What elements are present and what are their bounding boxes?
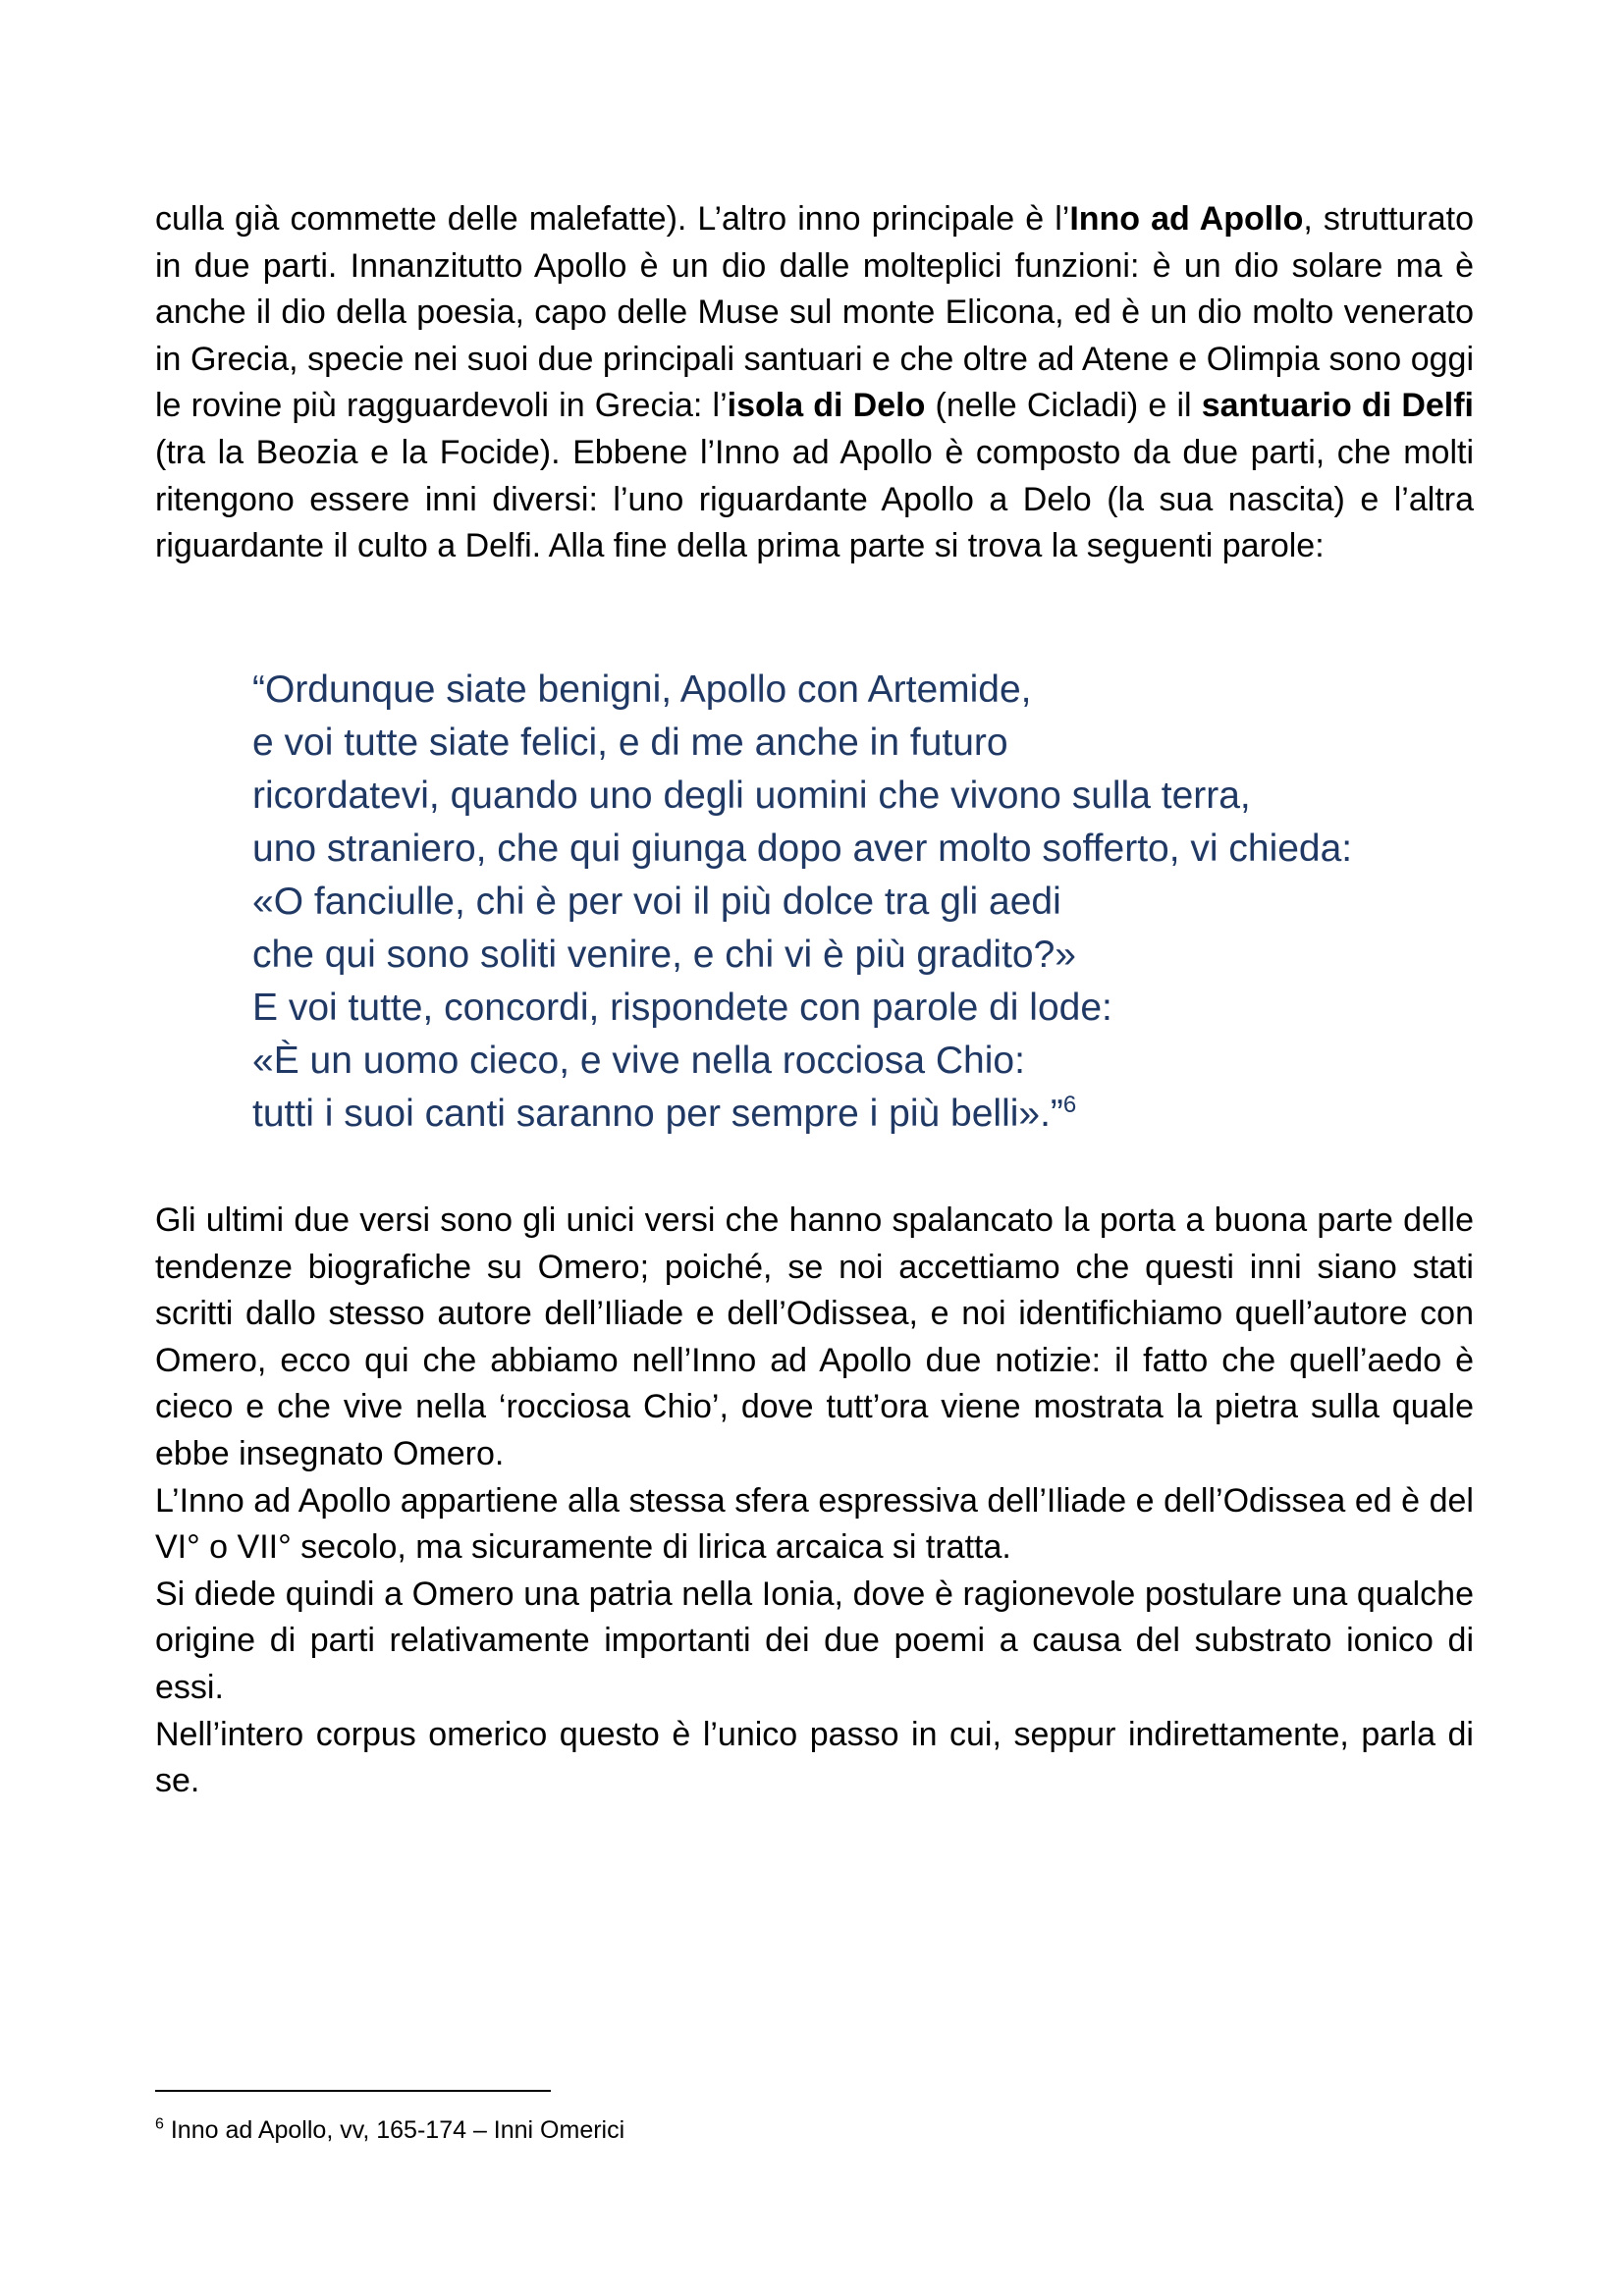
intro-text-part: (tra la Beozia e la Focide). Ebbene l’Inno ad Apollo è composto da due parti, che molti ritengono essere inni diversi: l’uno riguardante Apollo a Delo (la sua nascita) e l’altra riguardante il culto a Delfi. Alla fine della prima parte si trova la seguenti parole: xyxy=(155,433,1474,565)
intro-text xyxy=(155,196,1474,570)
poem-last-verse xyxy=(252,1088,1529,1141)
commentary-paragraph: L’Inno ad Apollo appartiene alla stessa sfera espressiva dell’Iliade e dell’Odissea ed è del VI° o VII° secolo, ma sicuramente di lirica arcaica si tratta. xyxy=(155,1481,1474,1567)
poem-verse: e voi tutte siate felici, e di me anche in futuro xyxy=(252,721,1008,764)
commentary-paragraph: Nell’intero corpus omerico questo è l’unico passo in cui, seppur indirettamente, parla di se. xyxy=(155,1715,1474,1800)
commentary-paragraph: Si diede quindi a Omero una patria nella Ionia, dove è ragionevole postulare una qualche origine di parti relativamente importanti dei due poemi a causa del substrato ionico di essi. xyxy=(155,1575,1474,1706)
poem-verse: «È un uomo cieco, e vive nella rocciosa Chio: xyxy=(252,1040,1025,1082)
footnote-text: Inno ad Apollo, vv, 165-174 – Inni Omerici xyxy=(163,2116,625,2144)
poem-quote xyxy=(252,664,1529,1141)
poem-verse: «O fanciulle, chi è per voi il più dolce tra gli aedi xyxy=(252,881,1061,923)
poem-verse: tutti i suoi canti saranno per sempre i più belli».” xyxy=(252,1093,1063,1135)
commentary-paragraph: Gli ultimi due versi sono gli unici versi che hanno spalancato la porta a buona parte delle tendenze biografiche su Omero; poiché, se noi accettiamo che questi inni siano stati scritti dallo stesso autore dell’Iliade e dell’Odissea, e noi identifichiamo quell’autore con Omero, ecco qui che abbiamo nell’Inno ad Apollo due notizie: il fatto che quell’aedo è cieco e che vive nella ‘rocciosa Chio’, dove tutt’ora viene mostrata la pietra sulla quale ebbe insegnato Omero. xyxy=(155,1201,1474,1472)
footnote xyxy=(155,2114,624,2146)
footnote-number: 6 xyxy=(155,2115,164,2133)
footnote-separator xyxy=(155,2090,551,2092)
poem-verse: E voi tutte, concordi, rispondete con parole di lode: xyxy=(252,987,1112,1029)
intro-text-part: , strutturato in due parti. Innanzitutto Apollo è un dio dalle molteplici funzioni: è un dio solare ma è anche il dio della poesia, capo delle Muse sul monte Elicona, ed è un dio molto venerato in Grecia, specie nei suoi due principali santuari e che oltre ad Atene e Olimpia sono oggi le rovine più ragguardevoli in Grecia: l’ xyxy=(155,200,1475,425)
intro-text-part: (nelle Cicladi) e il xyxy=(925,387,1202,425)
poem-verse: ricordatevi, quando uno degli uomini che vivono sulla terra, xyxy=(252,774,1251,817)
footnote-reference[interactable]: 6 xyxy=(1062,1092,1077,1118)
poem-verse: “Ordunque siate benigni, Apollo con Artemide, xyxy=(252,668,1032,711)
poem-verse: che qui sono soliti venire, e chi vi è più gradito?» xyxy=(252,934,1076,976)
commentary-section xyxy=(155,1198,1474,1805)
intro-paragraph xyxy=(155,196,1474,570)
poem-verse: uno straniero, che qui giunga dopo aver molto sofferto, vi chieda: xyxy=(252,828,1353,870)
bold-santuario-di-delfi: santuario di Delfi xyxy=(1201,387,1474,425)
intro-text-part: culla già commette delle malefatte). L’altro inno principale è l’ xyxy=(155,200,1070,238)
bold-isola-di-delo: isola di Delo xyxy=(727,387,926,425)
bold-inno-ad-apollo: Inno ad Apollo xyxy=(1069,200,1304,238)
